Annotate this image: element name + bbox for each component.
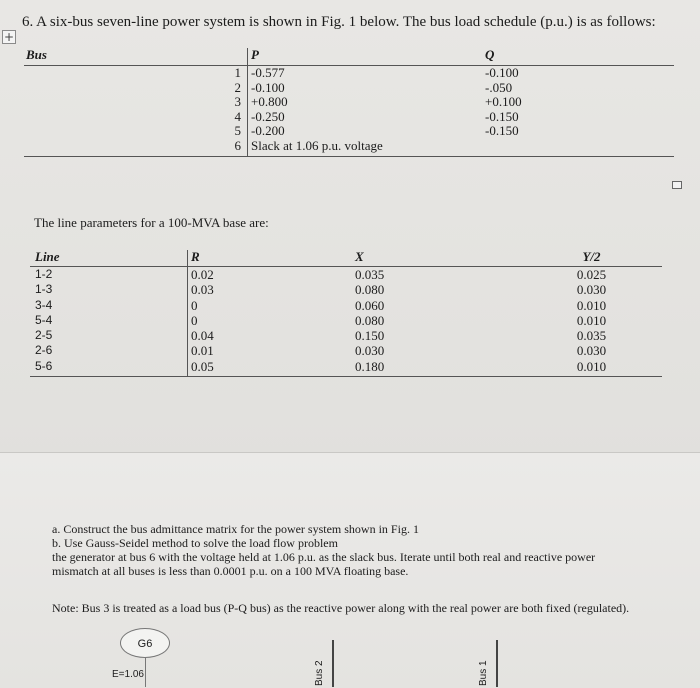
bus-load-table bbox=[24, 48, 674, 157]
r-cell: 0.01 bbox=[191, 343, 214, 359]
p-header: P bbox=[248, 48, 468, 66]
r-cell: 0.05 bbox=[188, 359, 342, 377]
bus-cell: 5 bbox=[24, 124, 248, 139]
r-cell: 0.03 bbox=[191, 282, 214, 298]
line-parameters-table bbox=[30, 250, 662, 377]
table-row bbox=[30, 328, 662, 343]
table-row bbox=[30, 313, 662, 328]
x-cell: 0.030 bbox=[355, 343, 385, 359]
r-cell: 0.04 bbox=[191, 328, 214, 344]
q-cell: -0.150 bbox=[485, 108, 519, 124]
y-half-cell: 0.025 bbox=[576, 267, 607, 282]
task-b: b. Use Gauss-Seidel method to solve the load flow problem bbox=[52, 535, 338, 550]
p-cell: +0.800 bbox=[251, 94, 288, 109]
table-row bbox=[24, 66, 674, 81]
q-cell bbox=[467, 139, 674, 157]
bus-1-bar bbox=[496, 640, 498, 687]
line-header: Line bbox=[30, 250, 188, 267]
voltage-label: E=1.06 bbox=[112, 669, 144, 680]
line-parameters-intro: The line parameters for a 100-MVA base are: bbox=[34, 215, 269, 230]
problem-title: 6. A six-bus seven-line power system is shown in Fig. 1 below. The bus load schedule (p.u.) is as follows: bbox=[22, 14, 656, 30]
bus-2-bar bbox=[332, 640, 334, 687]
p-cell: -0.100 bbox=[251, 79, 285, 95]
bus-cell: 4 bbox=[24, 110, 248, 125]
y-half-cell: 0.010 bbox=[576, 312, 607, 328]
y-half-cell: 0.010 bbox=[521, 359, 662, 377]
note-text: Note: Bus 3 is treated as a load bus (P-Q bus) as the reactive power along with the real power are both fixed (regulated). bbox=[52, 601, 630, 615]
p-cell: -0.577 bbox=[251, 65, 285, 80]
bus-cell: 1 bbox=[24, 66, 248, 81]
y-half-cell: 0.030 bbox=[576, 282, 607, 298]
x-cell: 0.060 bbox=[355, 297, 385, 313]
y-half-cell: 0.010 bbox=[576, 297, 607, 313]
table-row bbox=[24, 110, 674, 125]
table-row bbox=[24, 95, 674, 110]
line-cell: 5-6 bbox=[30, 359, 188, 377]
x-header: X bbox=[341, 250, 521, 267]
table-move-handle-icon[interactable]: + bbox=[3, 30, 15, 44]
generator-g6: G6 bbox=[120, 628, 170, 658]
table-row bbox=[24, 139, 674, 157]
table-resize-handle-icon[interactable] bbox=[672, 181, 682, 189]
line-cell: 1-3 bbox=[30, 282, 188, 297]
bus-1-label: Bus 1 bbox=[478, 660, 489, 686]
bus-cell: 3 bbox=[24, 95, 248, 110]
task-list bbox=[52, 523, 419, 550]
x-cell: 0.150 bbox=[355, 328, 385, 344]
q-cell: -0.100 bbox=[485, 65, 519, 80]
y-half-header: Y/2 bbox=[521, 250, 662, 267]
r-cell: 0 bbox=[191, 312, 198, 328]
q-cell: +0.100 bbox=[485, 94, 522, 109]
x-cell: 0.080 bbox=[355, 312, 385, 328]
r-cell: 0.02 bbox=[191, 267, 214, 282]
line-cell: 5-4 bbox=[30, 313, 188, 328]
r-cell: 0 bbox=[191, 297, 198, 313]
q-cell: -.050 bbox=[485, 79, 513, 95]
x-cell: 0.080 bbox=[355, 282, 385, 298]
line-cell: 3-4 bbox=[30, 298, 188, 313]
y-half-cell: 0.035 bbox=[576, 328, 607, 344]
bus-cell: 6 bbox=[24, 139, 248, 157]
x-cell: 0.180 bbox=[341, 359, 521, 377]
q-header: Q bbox=[467, 48, 674, 66]
table-row bbox=[24, 124, 674, 139]
p-cell: -0.250 bbox=[251, 108, 285, 124]
table-row bbox=[30, 267, 662, 283]
bus-header: Bus bbox=[24, 48, 248, 66]
q-cell: -0.150 bbox=[485, 123, 519, 138]
p-cell: Slack at 1.06 p.u. voltage bbox=[248, 139, 468, 157]
table-row bbox=[30, 298, 662, 313]
line-table-header-row bbox=[30, 250, 662, 267]
table-row bbox=[30, 343, 662, 358]
line-cell: 2-6 bbox=[30, 343, 188, 358]
bus-table-header-row bbox=[24, 48, 674, 66]
bus-cell: 2 bbox=[24, 81, 248, 96]
r-header: R bbox=[188, 250, 342, 267]
x-cell: 0.035 bbox=[355, 267, 385, 282]
table-row bbox=[30, 359, 662, 377]
table-row bbox=[24, 81, 674, 96]
y-half-cell: 0.030 bbox=[576, 343, 607, 359]
task-a: a. Construct the bus admittance matrix for the power system shown in Fig. 1 bbox=[52, 522, 419, 536]
task-detail: the generator at bus 6 with the voltage held at 1.06 p.u. as the slack bus. Iterate until both real and reactive power mismatch at all buses is less than 0.0001 p.u. on a 100 MVA floating base. bbox=[52, 550, 596, 578]
p-cell: -0.200 bbox=[251, 123, 285, 138]
table-row bbox=[30, 282, 662, 297]
generator-connector bbox=[145, 658, 146, 687]
line-cell: 2-5 bbox=[30, 328, 188, 343]
line-cell: 1-2 bbox=[30, 267, 188, 283]
bus-2-label: Bus 2 bbox=[314, 660, 325, 686]
